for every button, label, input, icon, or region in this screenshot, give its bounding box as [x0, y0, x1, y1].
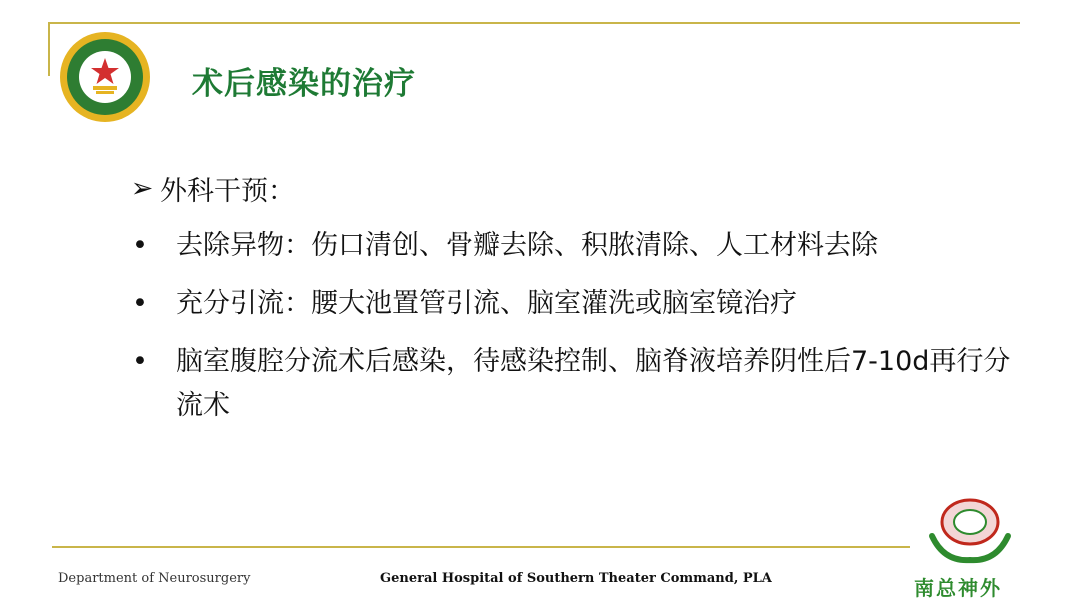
list-item — [130, 224, 1030, 268]
department-brain-hands-logo — [924, 496, 1016, 566]
bullet-dot-icon: • — [132, 288, 148, 319]
bottom-rule — [52, 546, 910, 548]
bullet-dot-icon: • — [132, 346, 148, 377]
top-rule — [48, 22, 1020, 24]
section-heading-label: 外科干预： — [160, 175, 295, 207]
bullet-text: 充分引流：腰大池置管引流、脑室灌洗或脑室镜治疗 — [176, 288, 797, 319]
triangle-arrow-icon: ➢ — [130, 172, 154, 204]
bullet-text: 脑室腹腔分流术后感染，待感染控制、脑脊液培养阴性后7-10d再行分流术 — [176, 346, 1011, 421]
hospital-emblem-logo — [58, 30, 152, 124]
slide-body — [130, 166, 1030, 428]
footer-hospital: General Hospital of Southern Theater Command, PLA — [380, 571, 772, 586]
slide-title: 术后感染的治疗 — [192, 66, 416, 102]
bullet-dot-icon: • — [132, 230, 148, 261]
footer-department: Department of Neurosurgery — [58, 571, 251, 586]
list-item — [130, 340, 1030, 428]
section-heading — [130, 166, 1030, 210]
bullet-text: 去除异物：伤口清创、骨瓣去除、积脓清除、人工材料去除 — [176, 230, 878, 261]
left-rule — [48, 22, 50, 76]
department-logo-text: 南总神外 — [914, 576, 1002, 600]
list-item — [130, 282, 1030, 326]
